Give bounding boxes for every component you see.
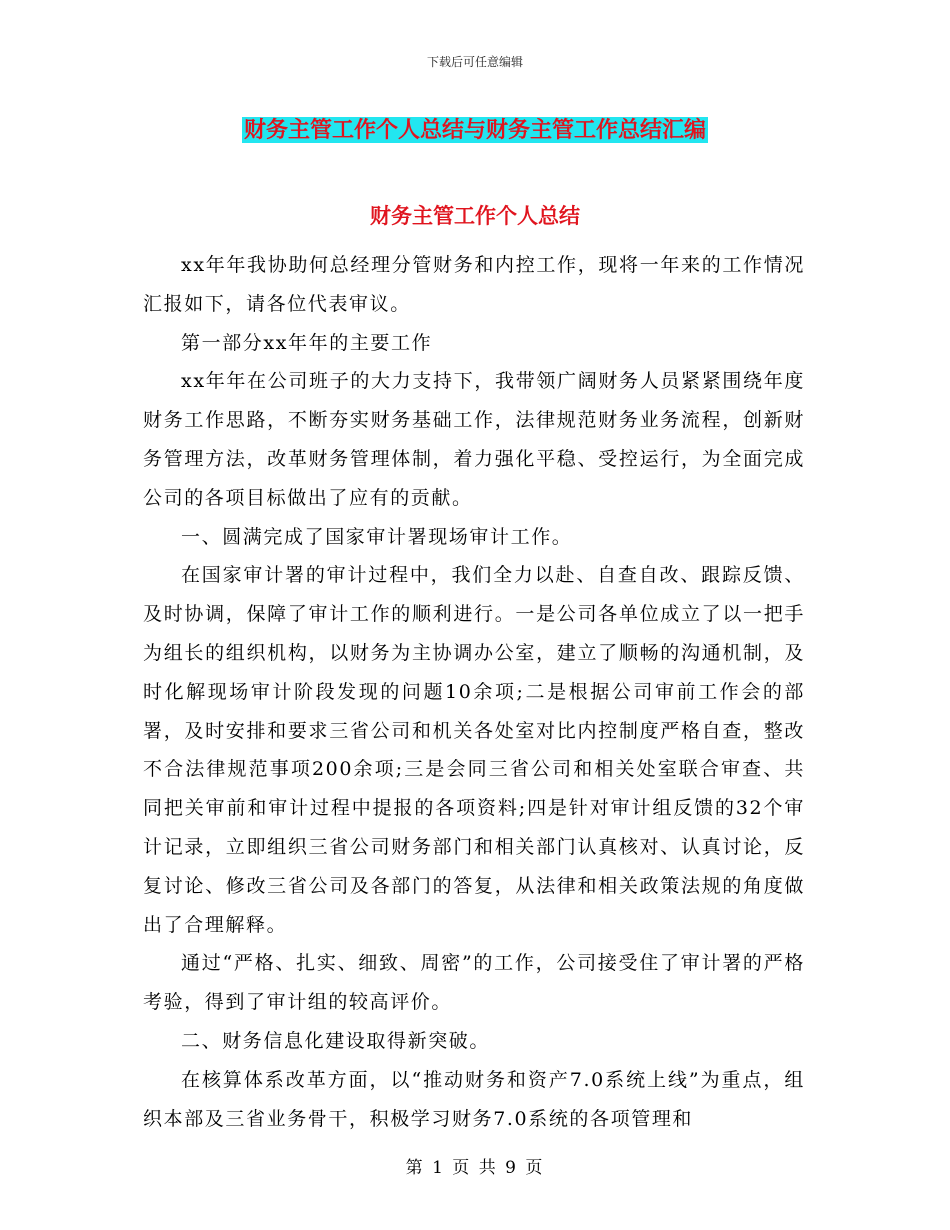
paragraph: 二、财务信息化建设取得新突破。 — [181, 1029, 491, 1052]
paragraph: 通过“严格、扎实、细致、周密”的工作，公司接受住了审计署的严格考验，得到了审计组的较高评价。 — [143, 952, 805, 1014]
paragraph: 一、圆满完成了国家审计署现场审计工作。 — [181, 525, 573, 548]
header-note: 下载后可任意编辑 — [426, 55, 523, 69]
paragraph: xx年年在公司班子的大力支持下，我带领广阔财务人员紧紧围绕年度财务工作思路，不断夯实财务基础工作，法律规范财务业务流程，创新财务管理方法，改革财务管理体制，着力强化平稳、受控运行，为全面完成公司的各项目标做出了应有的贡献。 — [143, 370, 805, 509]
paragraph: 在核算体系改革方面，以“推动财务和资产7.0系统上线”为重点，组织本部及三省业务骨干，积极学习财务7.0系统的各项管理和 — [143, 1068, 805, 1130]
paragraph: xx年年我协助何总经理分管财务和内控工作，现将一年来的工作情况汇报如下，请各位代表审议。 — [143, 254, 805, 315]
document-body — [143, 246, 805, 1138]
page-number: 第 1 页 共 9 页 — [405, 1158, 545, 1178]
section-title: 财务主管工作个人总结 — [370, 203, 580, 228]
main-title-text: 财务主管工作个人总结与财务主管工作总结汇编 — [243, 117, 706, 143]
paragraph: 第一部分xx年年的主要工作 — [181, 331, 433, 354]
paragraph: 在国家审计署的审计过程中，我们全力以赴、自查自改、跟踪反馈、及时协调，保障了审计工作的顺利进行。一是公司各单位成立了以一把手为组长的组织机构，以财务为主协调办公室，建立了顺畅的沟通机制，及时化解现场审计阶段发现的问题10余项;二是根据公司审前工作会的部署，及时安排和要求三省公司和机关各处室对比内控制度严格自查，整改不合法律规范事项200余项;三是会同三省公司和相关处室联合审查、共同把关审前和审计过程中提报的各项资料;四是针对审计组反馈的32个审计记录，立即组织三省公司财务部门和相关部门认真核对、认真讨论，反复讨论、修改三省公司及各部门的答复，从法律和相关政策法规的角度做出了合理解释。 — [143, 564, 805, 936]
main-title — [0, 113, 950, 147]
